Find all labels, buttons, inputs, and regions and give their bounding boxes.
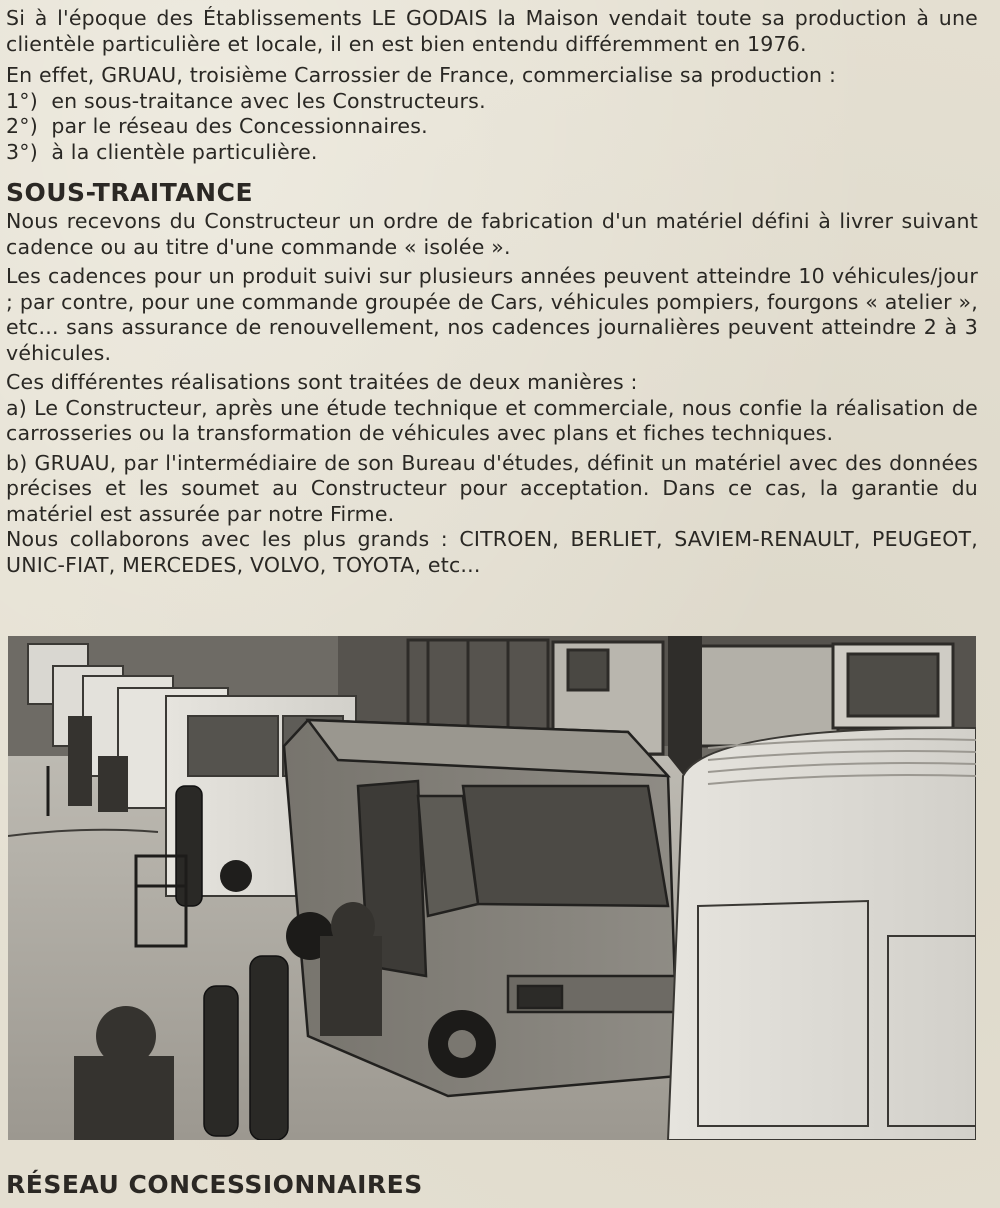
factory-photo-illustration (8, 636, 976, 1140)
intro-paragraph-1: Si à l'époque des Établissements LE GODAIS la Maison vendait toute sa production à une clientèle particulière et locale, il en est bien entendu différemment en 1976. (6, 6, 978, 56)
list-item (6, 89, 978, 115)
paragraph-partners: Nous collaborons avec les plus grands : CITROEN, BERLIET, SAVIEM-RENAULT, PEUGEOT, UNIC-FIAT, MERCEDES, VOLVO, TOYOTA, etc... (6, 527, 978, 577)
intro-paragraph-2: En effet, GRUAU, troisième Carrossier de France, commercialise sa production : (6, 63, 837, 87)
list-item (6, 114, 978, 140)
list-text: à la clientèle particulière. (51, 139, 318, 164)
paragraph-method-a: a) Le Constructeur, après une étude technique et commerciale, nous confie la réalisation de carrosseries ou la transformation de véhicules avec plans et fiches techniques. (6, 395, 978, 445)
list-item (6, 140, 978, 166)
section-heading-sous-traitance: SOUS-TRAITANCE (6, 178, 254, 207)
factory-assembly-line-photo (8, 636, 976, 1140)
paragraph-methods: Ces différentes réalisations sont traitées de deux manières : (6, 370, 638, 394)
list-text: par le réseau des Concessionnaires. (51, 114, 428, 138)
section-heading-reseau-concessionnaires: RÉSEAU CONCESSIONNAIRES (6, 1170, 423, 1199)
paragraph-cadences: Les cadences pour un produit suivi sur plusieurs années peuvent atteindre 10 véhicules/jour ; par contre, pour une commande groupée de Cars, véhicules pompiers, fourgons « atelier », etc... sans assurance de renouvellement, nos cadences journalières peuvent atteindre 2 à 3 véhicules. (6, 264, 978, 365)
list-text: en sous-traitance avec les Constructeurs. (51, 88, 486, 113)
paragraph-order: Nous recevons du Constructeur un ordre de fabrication d'un matériel défini à livrer suivant cadence ou au titre d'une commande « isolée ». (6, 209, 978, 259)
paragraph-method-b: b) GRUAU, par l'intermédiaire de son Bureau d'études, définit un matériel avec des données précises et les soumet au Constructeur pour acceptation. Dans ce cas, la garantie du matériel est assurée par notre Firme. (6, 450, 978, 526)
intro-block (6, 6, 978, 165)
sous-traitance-body (6, 209, 978, 578)
list-number: 2°) (6, 114, 38, 138)
list-number: 3°) (6, 139, 38, 164)
list-number: 1°) (6, 88, 38, 113)
distribution-list (6, 89, 978, 166)
